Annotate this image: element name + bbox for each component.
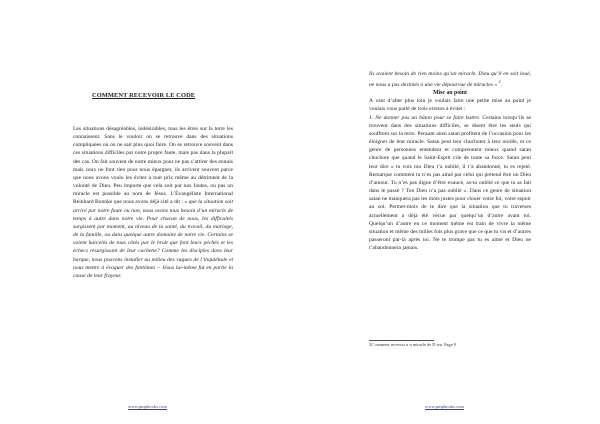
point-number: 1. xyxy=(369,114,374,121)
footnote-reference: 2 xyxy=(498,79,501,85)
footnote-rule xyxy=(369,340,434,341)
point-body: Certains lorsqu’ils se trouvent dans des situations difficiles, se disent être les seuls qui souffrent sur la terre. Pensant ainsi satan profitent de l’occasion pour les éloigner de leur miracle. Satan peut leur chuchoter à leur oreille, et ce genre de personnes entendent et comprennent mieux quand satan chuchote que quand le Saint-Esprit crie de toute sa force. Satan peut leur dire « tu vois ton Dieu t’a oublié, il t’a abandonné, tu es rejeté. Remarque comment tu n’es pas aimé par celui qui prétend être un Dieu d’amour. Tu n’es pas digne d’être exaucé, as-tu oublié ce que tu as fait dans le passé ? Ton Dieu n’a pas oublié ». Dans ce genre de situation satan ne manquera pas les mots justes pour clouer votre foi, votre espoir au sol. Permet-mois de te dire que la situation que tu traverses actuellement a déjà été vécue par quelqu’un d’autre avant toi. Quelqu’un d’autre en ce moment même est train de vivre la même situation et même des milles fois plus grave que ce que tu vis et d’autres passeront par-là après toi. Ne te trompe pas tu es aimé et Dieu ne t’abandonnera jamais. xyxy=(369,114,531,252)
section-heading: Mise au point xyxy=(433,90,467,97)
quote-continuation: Ils avaient besoin de rien moins qu’un miracle. Dieu qu’il en soit loué, ne nous a pas destinés à une vie dépourvue de miracles » $^2$. xyxy=(369,71,531,89)
footer-link-right[interactable]: www.pmpbooks.com xyxy=(425,404,465,409)
point-title: Ne donner pas un bâton pour se faire battre. xyxy=(375,114,481,121)
footnote: 2C omment recevoir u n miracle de D ieu. Page 9 xyxy=(369,342,456,347)
quote-end-text: Ils avaient besoin de rien moins qu’un miracle. Dieu qu’il en soit loué, ne nous a pas destinés à une vie dépourvue de miracles » xyxy=(369,71,531,89)
point-one-paragraph xyxy=(369,114,531,253)
intro-paragraph: A vant d’aller plus loin je voulais faire une petite mise au point je voulais vous parlé de trois erreurs à éviter : xyxy=(369,98,531,113)
left-paragraph-regular: Les situations désagréables, indésirables, tous les êtres sur la terre les connaissent. Sans le vouloir on se retrouve dans des situations compliquées où on ne sait plus quoi faire. On se retrouve souvent dans ces situations difficiles par notre propre faute, mais pas dans la plupart des cas. On fait souvent de notre mieux pour ne pas s’attirer des ennuis mais ceux ne font rien pour nous épargner, ils arrivent souvent parce que nous avons voulu les éviter à tout prix même au détriment de la volonté de Dieu. Peu importe que cela soit par nos fautes, ou pas un miracle est possible au nom de Jésus. L’Évangéliste International Reinhard Bonnke que nous avons déjà cité a dit : « xyxy=(73,126,233,206)
chapter-title: COMMENT RECEVOIR LE CODE xyxy=(92,92,196,99)
page-gutter xyxy=(299,0,300,424)
left-paragraph xyxy=(73,125,233,280)
footer-link-left[interactable]: www.pmpbooks.com xyxy=(128,404,168,409)
right-body-text xyxy=(369,70,531,252)
left-body-text xyxy=(73,125,233,280)
left-paragraph-quote: que la situation soit arrivé par notre faute ou non, nous avons tous besoin d’un miracle de temps à autre dans notre vie. Pour chacun de nous, les difficultés surgissent par moment, au niveau de la santé, du travail, du mariage, de la famille, ou dans quelque autre domaine de notre vie. Certains se voient harcelés de tous côtés par le bruit que font leurs péchés et les échecs resurgissant de leur cachette? Comme les disciples dans leur barque, nous pouvons installer au milieu des vagues de l’inquiétude et nous mettre à évoquer des fantômes – Jésus lui-même fut en partie la cause de leur frayeur. xyxy=(73,199,234,279)
